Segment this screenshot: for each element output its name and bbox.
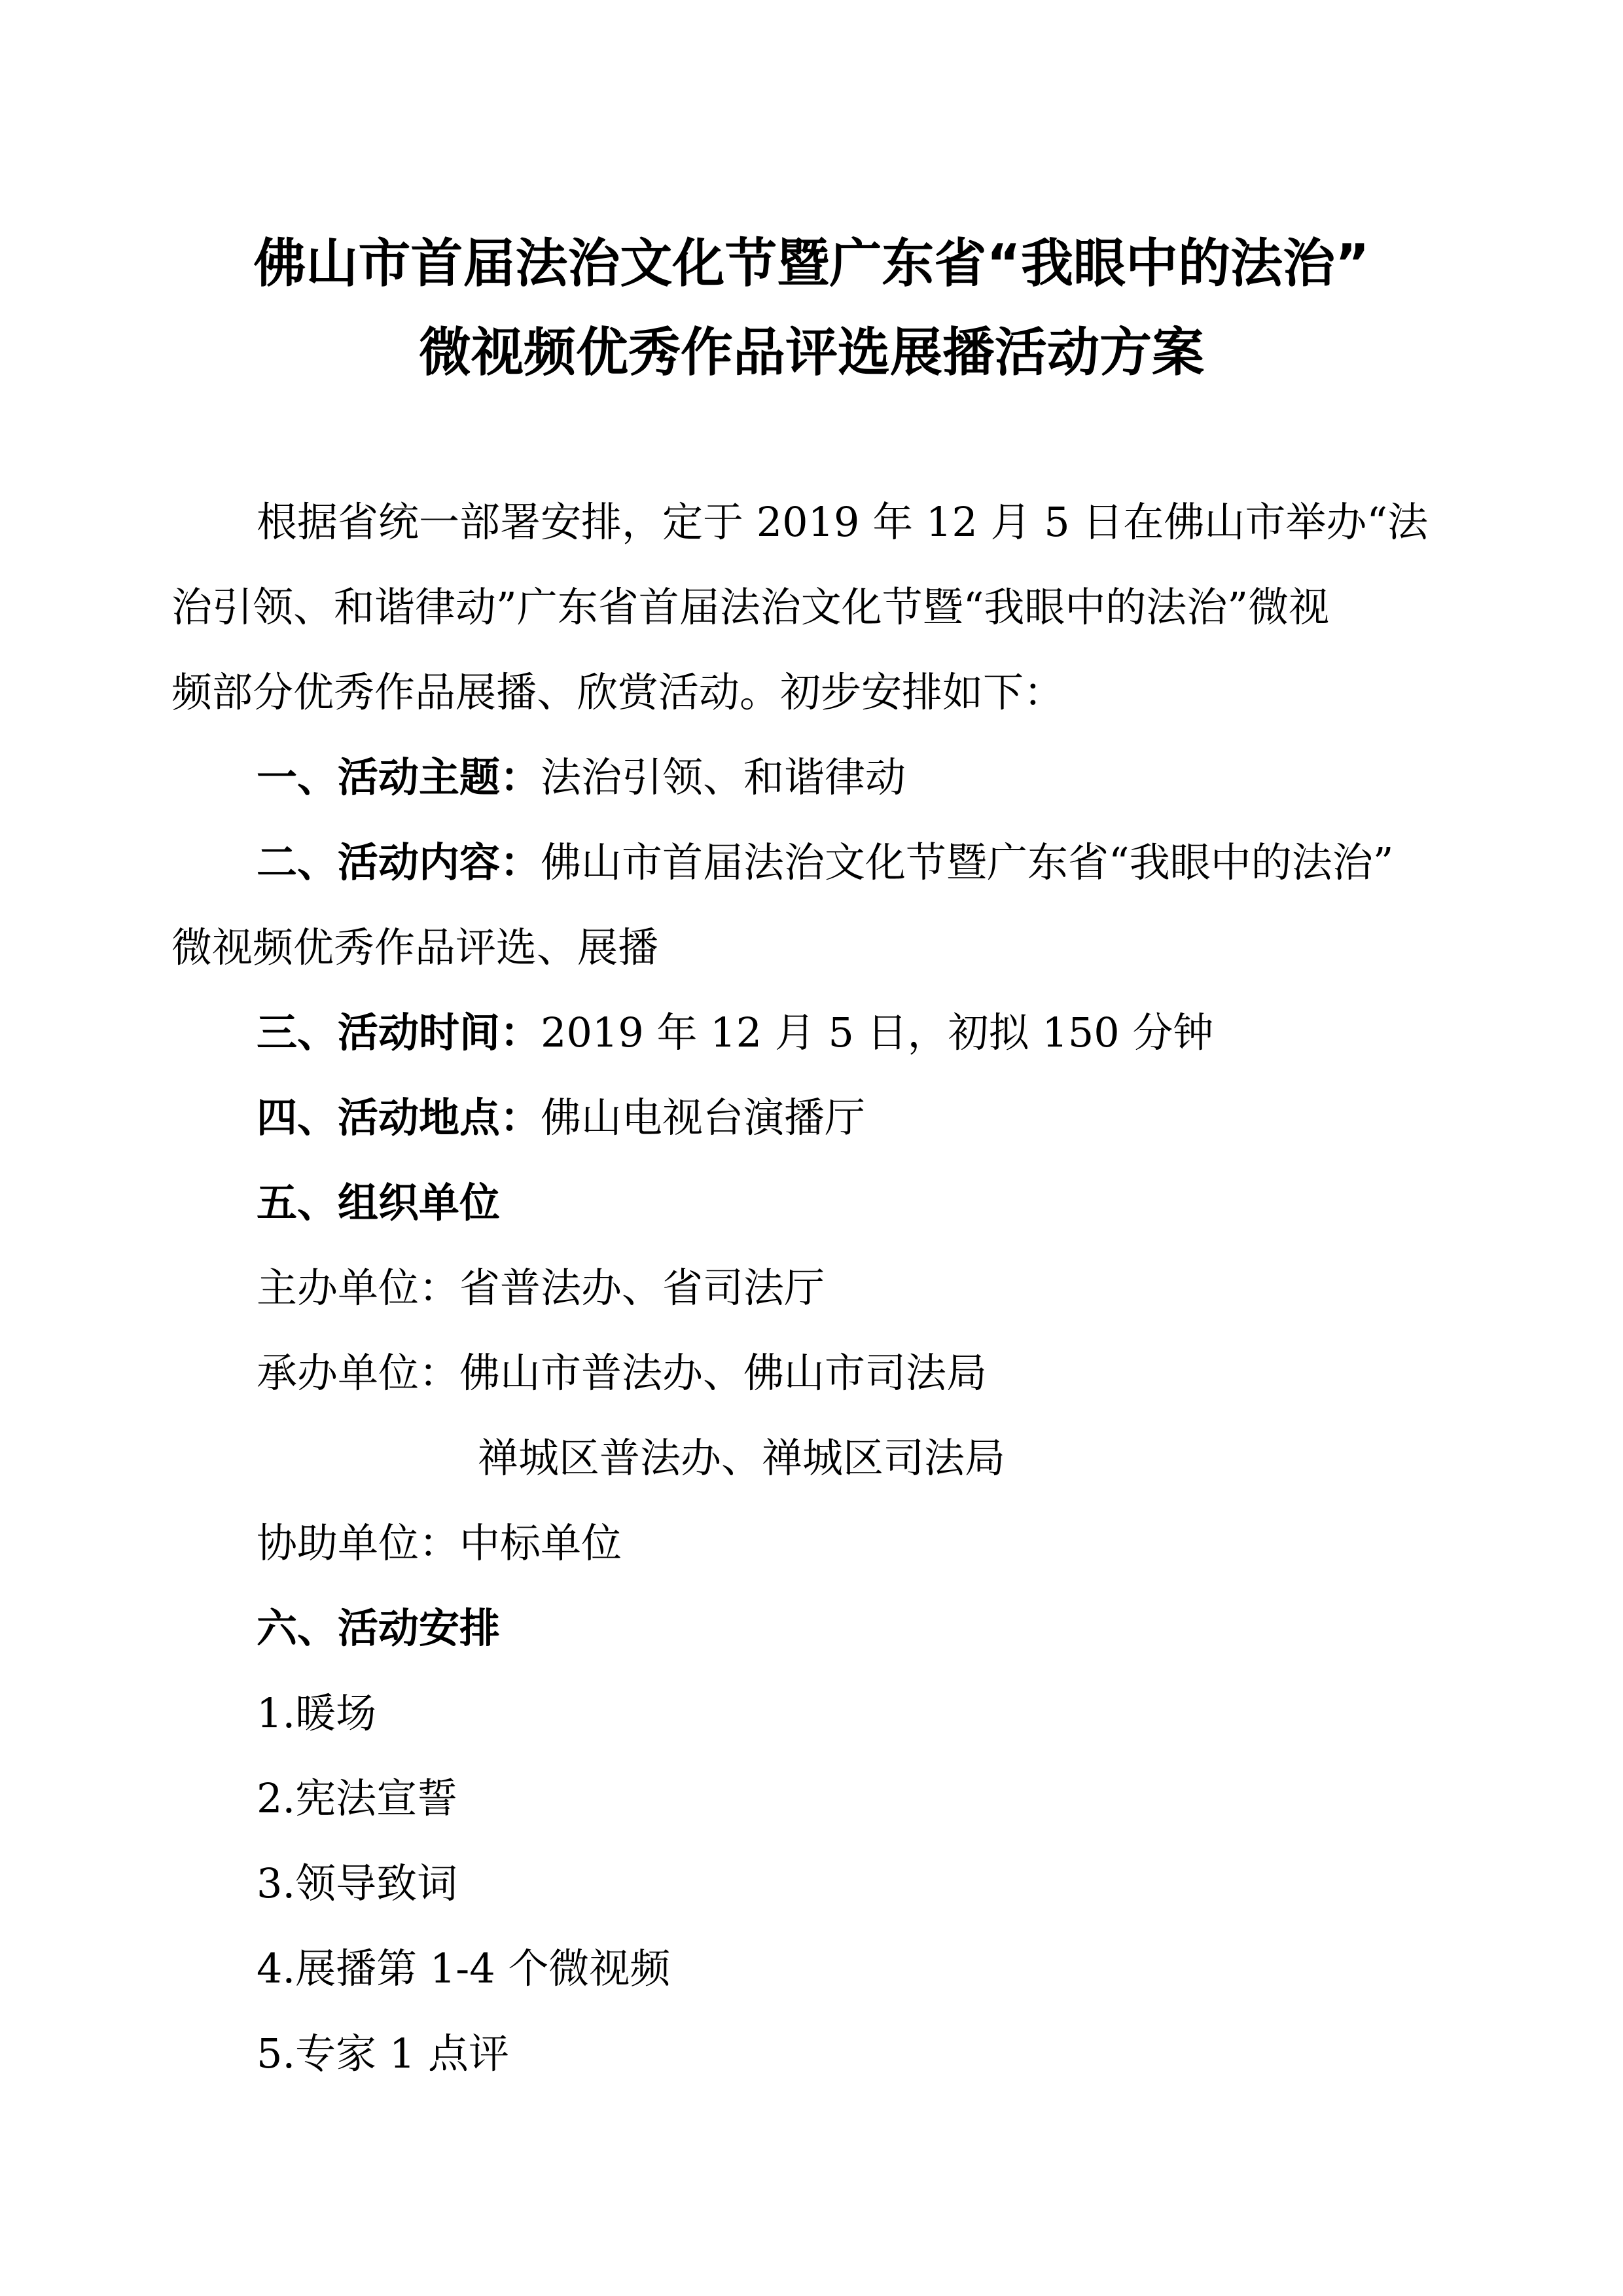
organizer-host-label: 主办单位： bbox=[257, 1264, 460, 1312]
section-theme bbox=[257, 751, 906, 804]
section-schedule-heading: 六、活动安排 bbox=[257, 1604, 501, 1652]
section-content bbox=[257, 836, 1393, 889]
schedule-item: 4.展播第 1-4 个微视频 bbox=[257, 1945, 671, 1992]
section-venue-heading: 四、活动地点： bbox=[257, 1094, 541, 1141]
section-content-heading: 二、活动内容： bbox=[257, 838, 541, 886]
organizer-assist-row bbox=[257, 1517, 622, 1570]
schedule-item: 2.宪法宣誓 bbox=[257, 1774, 458, 1822]
organizer-undertaker-value-1: 佛山市普法办、佛山市司法局 bbox=[459, 1349, 988, 1397]
section-time-heading: 三、活动时间： bbox=[257, 1009, 541, 1056]
organizer-assist-value: 中标单位 bbox=[459, 1519, 622, 1567]
section-time bbox=[257, 1007, 1213, 1059]
section-organizers-heading: 五、组织单位 bbox=[257, 1179, 501, 1227]
section-theme-text: 法治引领、和谐律动 bbox=[541, 753, 906, 801]
organizer-assist-label: 协助单位： bbox=[257, 1519, 460, 1567]
document-title-line-2: 微视频优秀作品评选展播活动方案 bbox=[419, 322, 1204, 383]
organizer-undertaker-label: 承办单位： bbox=[257, 1349, 460, 1397]
intro-paragraph-line-1: 根据省统一部署安排，定于 2019 年 12 月 5 日在佛山市举办“法 bbox=[257, 498, 1429, 546]
schedule-item: 3.领导致词 bbox=[257, 1859, 458, 1907]
section-venue-text: 佛山电视台演播厅 bbox=[541, 1094, 866, 1141]
section-time-text: 2019 年 12 月 5 日，初拟 150 分钟 bbox=[541, 1009, 1214, 1056]
section-theme-heading: 一、活动主题： bbox=[257, 753, 541, 801]
document-title-line-1: 佛山市首届法治文化节暨广东省“我眼中的法治” bbox=[253, 233, 1370, 294]
organizer-host-value: 省普法办、省司法厅 bbox=[459, 1264, 825, 1312]
schedule-item: 1.暖场 bbox=[257, 1689, 377, 1737]
intro-paragraph-line-2: 治引领、和谐律动”广东省首届法治文化节暨“我眼中的法治”微视 bbox=[171, 583, 1330, 631]
section-venue bbox=[257, 1092, 865, 1144]
intro-paragraph-line-3: 频部分优秀作品展播、欣赏活动。初步安排如下： bbox=[171, 668, 1065, 716]
organizer-host-row bbox=[257, 1262, 825, 1314]
organizer-undertaker-value-2: 禅城区普法办、禅城区司法局 bbox=[478, 1434, 1006, 1482]
schedule-item: 5.专家 1 点评 bbox=[257, 2030, 510, 2077]
organizer-undertaker-row bbox=[257, 1347, 987, 1399]
section-content-text: 佛山市首届法治文化节暨广东省“我眼中的法治” bbox=[541, 838, 1394, 886]
section-content-text-continued: 微视频优秀作品评选、展播 bbox=[171, 924, 659, 971]
